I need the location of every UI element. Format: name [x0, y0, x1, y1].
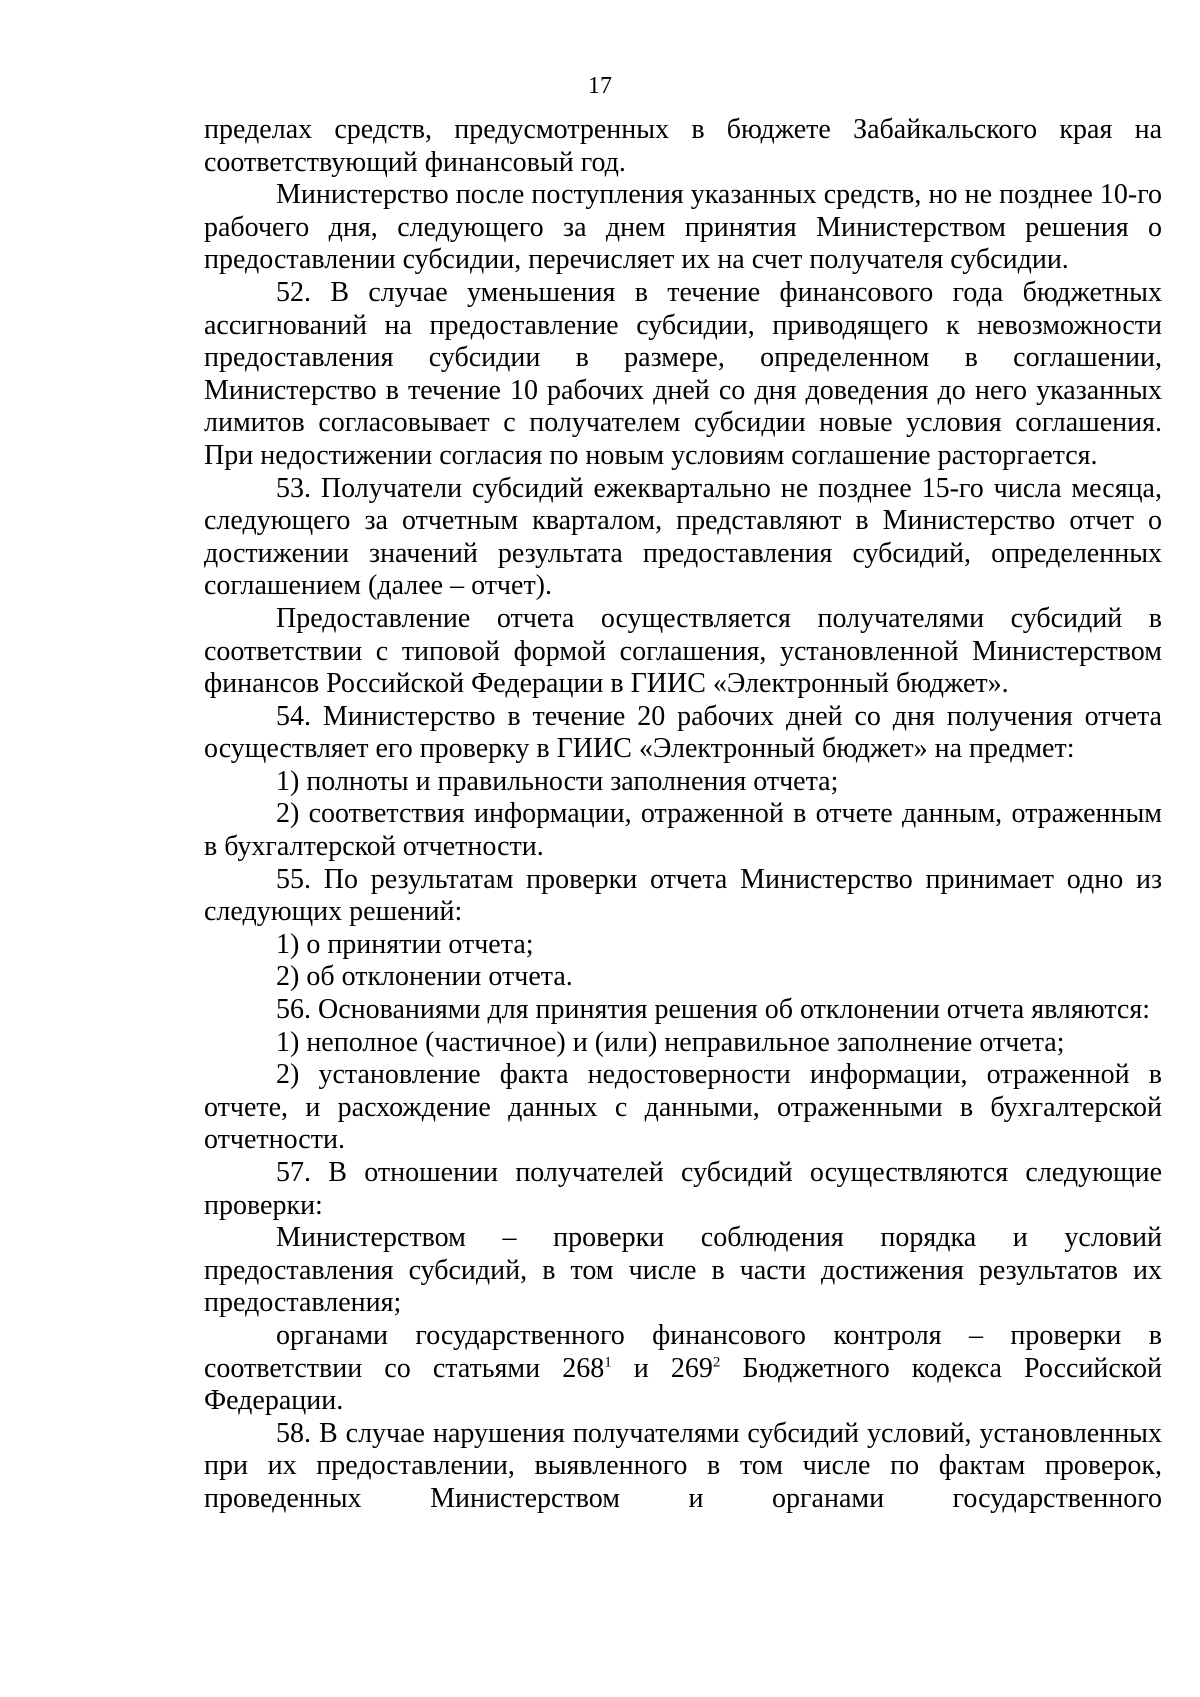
paragraph-57: 57. В отношении получателей субсидий осуществляются следующие проверки:: [204, 1157, 1162, 1221]
control-text-before: органами государственного финансового контроля – проверки в соответствии со статьями: [204, 1319, 1162, 1384]
paragraph-58: 58. В случае нарушения получателями субсидий условий, установленных при их предоставлении, выявленного в том числе по фактам проверок, проведенных Министерством и органами государственного: [204, 1417, 1162, 1514]
paragraph-55: 55. По результатам проверки отчета Министерство принимает одно из следующих решений:: [204, 863, 1162, 928]
page-number: 17: [588, 73, 612, 99]
paragraph-57-ministry-checks: Министерством – проверки соблюдения порядка и условий предоставления субсидий, в том числе в части достижения результатов их предоставления;: [204, 1222, 1162, 1319]
paragraph-report-submission: Предоставление отчета осуществляется получателями субсидий в соответствии с типовой формой соглашения, установленной Министерством финансов Российской Федерации в ГИИС «Электронный бюджет».: [204, 602, 1162, 700]
paragraph-53: 53. Получатели субсидий ежеквартально не позднее 15-го числа месяца, следующего за отчетным кварталом, представляют в Министерство отчет о достижении значений результата предоставления субсидий, определенных соглашением (далее – отчет).: [204, 472, 1162, 602]
document-body: [204, 114, 1162, 1516]
paragraph-54-item-2: 2) соответствия информации, отраженной в отчете данным, отраженным в бухгалтерской отчетности.: [204, 798, 1162, 863]
article-number-269: 269: [670, 1352, 713, 1384]
paragraph-continuation: пределах средств, предусмотренных в бюджете Забайкальского края на соответствующий финансовый год.: [204, 114, 1162, 178]
article-superscript-1: 1: [604, 1354, 612, 1371]
paragraph-56-item-1: 1) неполное (частичное) и (или) неправильное заполнение отчета;: [276, 1026, 1065, 1058]
paragraph-54-item-1: 1) полноты и правильности заполнения отчета;: [276, 765, 839, 797]
article-number-268: 268: [562, 1352, 605, 1384]
control-text-after: Бюджетного кодекса Российской Федерации.: [204, 1352, 1163, 1417]
paragraph-56-item-2: 2) установление факта недостоверности информации, отраженной в отчете, и расхождение данных с данными, отраженными в бухгалтерской отчетности.: [204, 1059, 1162, 1156]
paragraph-56: 56. Основаниями для принятия решения об отклонении отчета являются:: [276, 994, 1150, 1026]
paragraph-55-item-2: 2) об отклонении отчета.: [276, 961, 573, 993]
article-superscript-2: 2: [712, 1354, 721, 1371]
paragraph-55-item-1: 1) о принятии отчета;: [276, 928, 534, 960]
control-text-mid: и: [611, 1352, 671, 1384]
paragraph-52: 52. В случае уменьшения в течение финансового года бюджетных ассигнований на предоставление субсидии, приводящего к невозможности предоставления субсидии в размере, определенном в соглашении, Министерство в течение 10 рабочих дней со дня доведения до него указанных лимитов согласовывает с получателем субсидии новые условия соглашения. При недостижении согласия по новым условиям соглашение расторгается.: [204, 276, 1162, 471]
paragraph-transfer: Министерство после поступления указанных средств, но не позднее 10-го рабочего дня, следующего за днем принятия Министерством решения о предоставлении субсидии, перечисляет их на счет получателя субсидии.: [204, 179, 1162, 276]
paragraph-57-control-checks: [204, 1320, 1162, 1418]
paragraph-54: 54. Министерство в течение 20 рабочих дней со дня получения отчета осуществляет его проверку в ГИИС «Электронный бюджет» на предмет:: [204, 700, 1162, 765]
